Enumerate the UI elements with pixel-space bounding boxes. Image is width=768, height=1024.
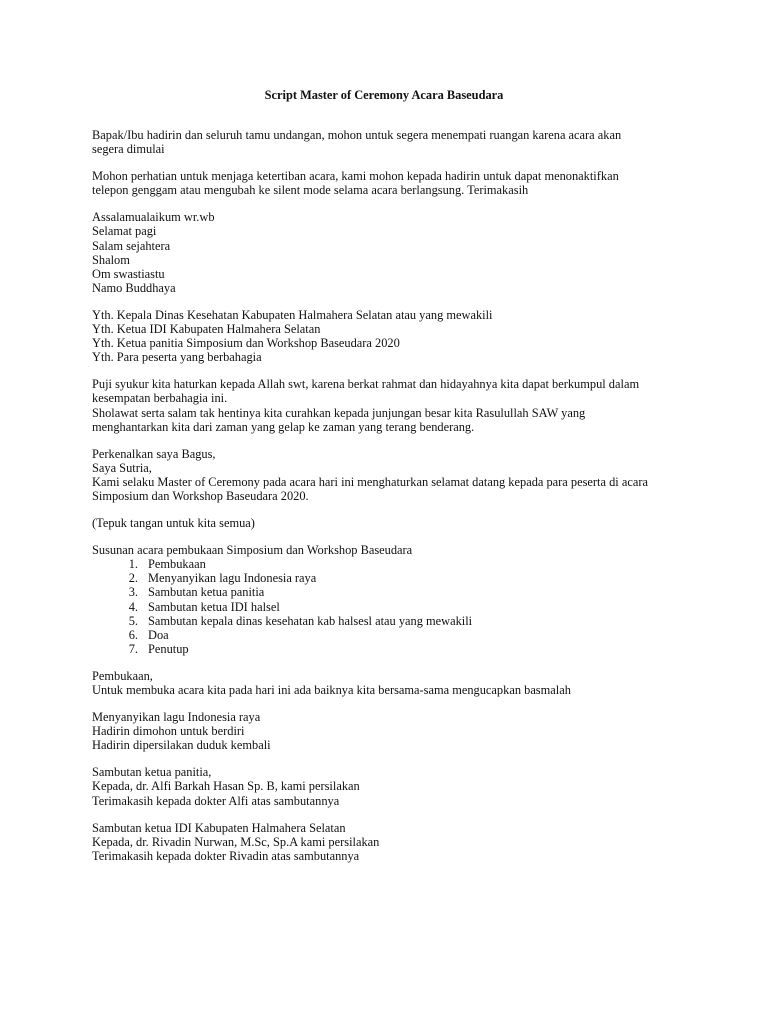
agenda-item-number: 3. [128,585,138,600]
paragraph-applause [92,516,692,530]
text-line: Hadirin dipersilakan duduk kembali [92,738,271,753]
agenda-item [92,628,692,642]
paragraph-greetings [92,210,692,295]
text-line: Saya Sutria, [92,460,152,475]
paragraph-introduction [92,447,692,503]
agenda-item-text: Sambutan ketua IDI halsel [148,599,280,614]
agenda-list [92,557,692,656]
text-line: Kepada, dr. Rivadin Nurwan, M.Sc, Sp.A kami persilakan [92,834,380,849]
text-line: Shalom [92,252,130,267]
text-line: Yth. Ketua IDI Kabupaten Halmahera Selatan [92,322,321,337]
text-line: Om swastiastu [92,266,165,281]
agenda-item-number: 1. [128,557,138,572]
paragraph-opening [92,669,692,697]
text-line: Terimakasih kepada dokter Rivadin atas sambutannya [92,848,360,863]
agenda-item-number: 6. [128,627,138,642]
text-line: Sambutan ketua IDI Kabupaten Halmahera Selatan [92,820,346,835]
agenda-item [92,557,692,571]
text-line: Salam sejahtera [92,238,171,253]
agenda-item-text: Penutup [148,641,189,656]
agenda-item [92,642,692,656]
text-line: segera dimulai [92,142,165,157]
text-line: Selamat pagi [92,224,157,239]
paragraph-seating-request [92,128,692,156]
agenda-item-number: 5. [128,613,138,628]
agenda-item [92,600,692,614]
agenda-item-number: 2. [128,571,138,586]
document-body [92,128,692,876]
paragraph-phone-notice [92,169,692,197]
text-line: Yth. Kepala Dinas Kesehatan Kabupaten Halmahera Selatan atau yang mewakili [92,307,493,322]
text-line: Mohon perhatian untuk menjaga ketertiban acara, kami mohon kepada hadirin untuk dapat menonaktifkan [92,169,619,184]
text-line: Perkenalkan saya Bagus, [92,446,216,461]
agenda-item [92,585,692,599]
text-line: Terimakasih kepada dokter Alfi atas sambutannya [92,793,340,808]
agenda-item-text: Pembukaan [148,557,206,572]
text-line: Untuk membuka acara kita pada hari ini ada baiknya kita bersama-sama mengucapkan basmalah [92,683,571,697]
paragraph-committee-speech [92,765,692,807]
text-line: menghantarkan kita dari zaman yang gelap ke zaman yang terang benderang. [92,419,475,434]
agenda-item [92,614,692,628]
text-line: Sambutan ketua panitia, [92,765,212,780]
text-line: Sholawat serta salam tak hentinya kita curahkan kepada junjungan besar kita Rasulullah SAW yang [92,405,586,420]
agenda-section [92,543,692,656]
text-line: (Tepuk tangan untuk kita semua) [92,516,255,531]
agenda-heading: Susunan acara pembukaan Simposium dan Workshop Baseudara [92,543,413,558]
text-line: Yth. Ketua panitia Simposium dan Workshop Baseudara 2020 [92,336,400,351]
agenda-item [92,571,692,585]
text-line: Simposium dan Workshop Baseudara 2020. [92,488,309,503]
agenda-item-text: Doa [148,627,169,642]
paragraph-idi-speech [92,821,692,863]
text-line: Hadirin dimohon untuk berdiri [92,724,245,739]
text-line: Yth. Para peserta yang berbahagia [92,350,262,365]
text-line: Kepada, dr. Alfi Barkah Hasan Sp. B, kami persilakan [92,779,360,794]
paragraph-gratitude [92,377,692,433]
agenda-item-text: Menyanyikan lagu Indonesia raya [148,571,317,586]
paragraph-anthem [92,710,692,752]
text-line: Puji syukur kita haturkan kepada Allah swt, karena berkat rahmat dan hidayahnya kita dapat berkumpul dalam [92,377,640,392]
text-line: Bapak/Ibu hadirin dan seluruh tamu undangan, mohon untuk segera menempati ruangan karena acara akan [92,128,622,142]
document-title: Script Master of Ceremony Acara Baseudara [264,88,504,102]
text-line: telepon genggam atau mengubah ke silent mode selama acara berlangsung. Terimakasih [92,183,529,198]
text-line: kesempatan berbahagia ini. [92,391,228,406]
text-line: Assalamualaikum wr.wb [92,210,215,225]
agenda-item-text: Sambutan ketua panitia [148,585,265,600]
text-line: Pembukaan, [92,668,153,683]
agenda-item-number: 4. [128,599,138,614]
agenda-item-number: 7. [128,641,138,656]
paragraph-honored-guests [92,308,692,364]
text-line: Namo Buddhaya [92,280,176,295]
text-line: Menyanyikan lagu Indonesia raya [92,710,261,725]
text-line: Kami selaku Master of Ceremony pada acara hari ini menghaturkan selamat datang kepada para peserta di acara [92,474,648,489]
agenda-item-text: Sambutan kepala dinas kesehatan kab halsesl atau yang mewakili [148,613,473,628]
